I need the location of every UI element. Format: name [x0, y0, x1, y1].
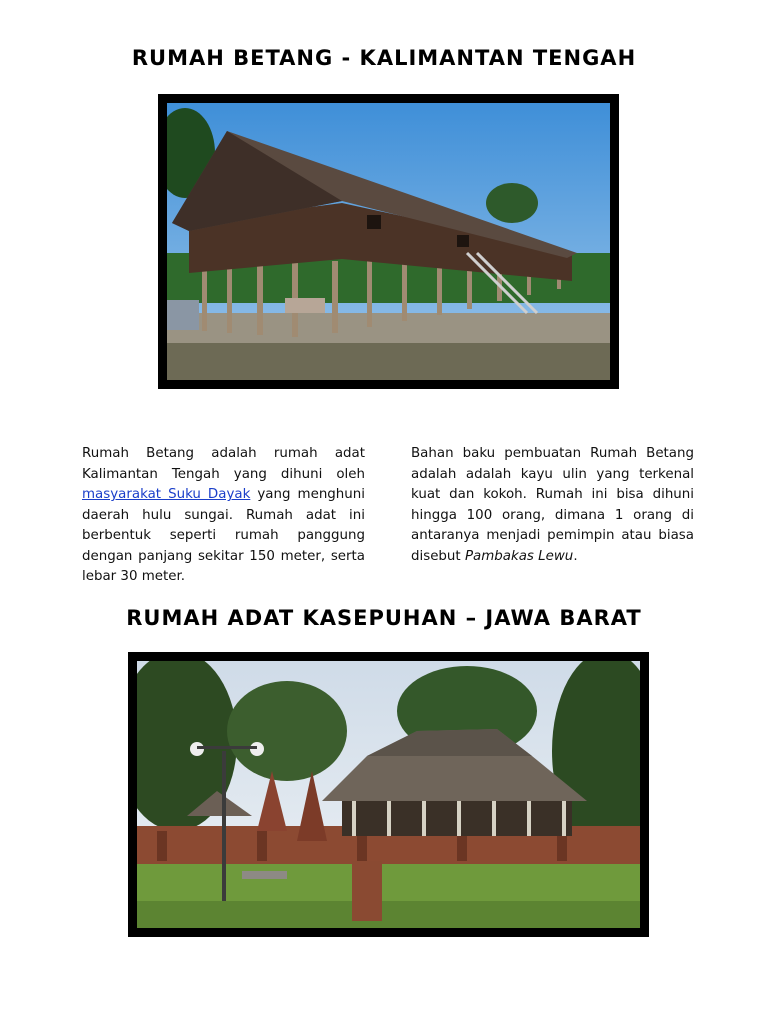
- rumah-betang-photo: [167, 103, 610, 380]
- rumah-kasepuhan-photo-frame: [128, 652, 649, 937]
- col1-text-end: yang menghuni daerah hulu sungai. Rumah adat ini berbentuk seperti rumah panggung dengan panjang sekitar 150 meter, serta lebar 30 meter.: [82, 487, 365, 584]
- col1-text-start: Rumah Betang adalah rumah adat Kalimantan Tengah yang dihuni oleh: [82, 446, 365, 482]
- rumah-betang-photo-frame: [158, 94, 619, 389]
- masyarakat-suku-dayak-link[interactable]: masyarakat Suku Dayak: [82, 487, 251, 502]
- rumah-kasepuhan-photo: [137, 661, 640, 928]
- col2-text-start: Bahan baku pembuatan Rumah Betang adalah adalah kayu ulin yang terkenal kuat dan kokoh. Rumah ini bisa dihuni hingga 100 orang, dimana 1 orang di antaranya menjadi pemimpin atau biasa disebut: [411, 446, 694, 564]
- rumah-betang-description-left: [82, 444, 365, 588]
- col2-text-end: .: [573, 548, 578, 564]
- section2-title: RUMAH ADAT KASEPUHAN – JAWA BARAT: [126, 606, 642, 630]
- rumah-betang-description-right: [411, 444, 694, 567]
- pambakas-lewu-term: Pambakas Lewu: [464, 548, 574, 564]
- section1-title: RUMAH BETANG - KALIMANTAN TENGAH: [131, 46, 637, 70]
